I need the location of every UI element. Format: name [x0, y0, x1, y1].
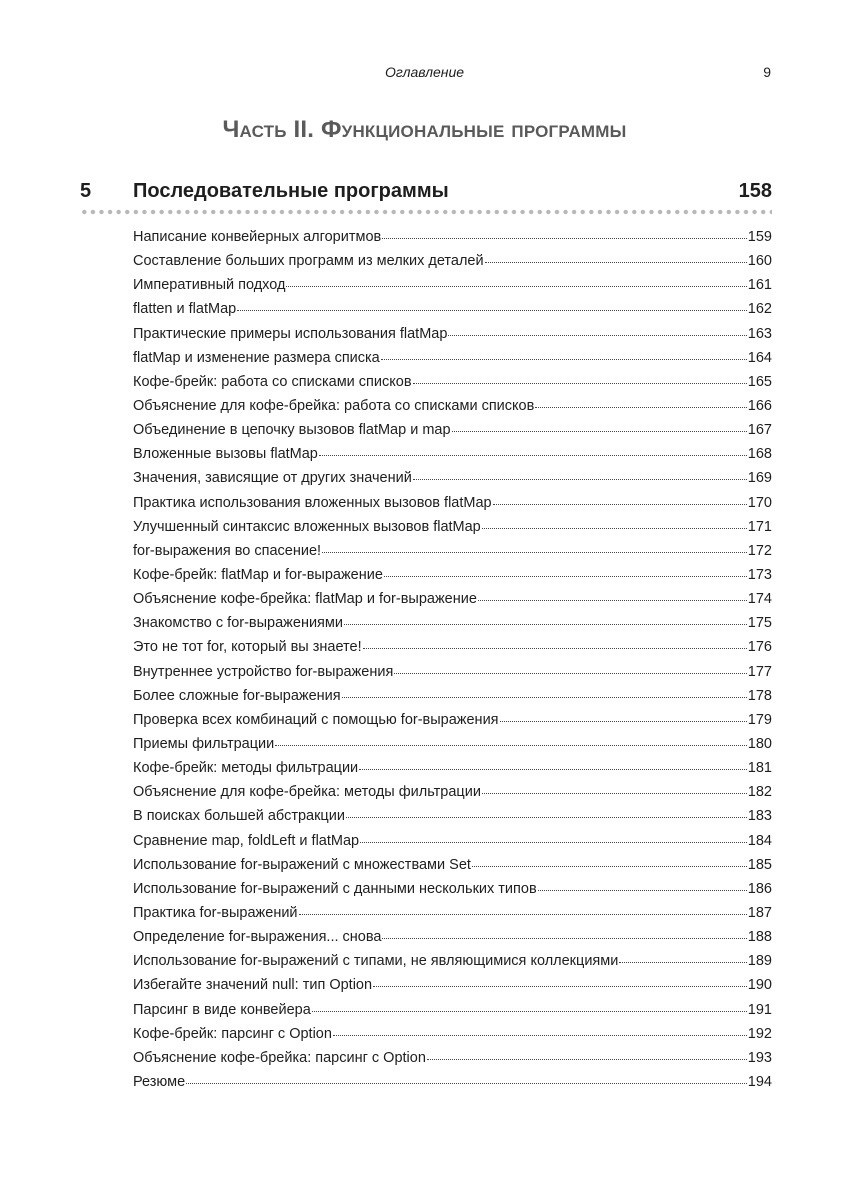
- toc-dot-leader: [427, 1058, 747, 1060]
- toc-list: [133, 225, 772, 1094]
- toc-entry-title: Практика for-выражений: [133, 904, 298, 921]
- toc-dot-leader: [346, 816, 747, 818]
- toc-entry-page: 171: [747, 518, 772, 535]
- toc-entry: [133, 225, 772, 249]
- toc-entry-title: Это не тот for, который вы знаете!: [133, 639, 362, 656]
- toc-entry-page: 190: [747, 977, 772, 994]
- toc-dot-leader: [359, 768, 747, 770]
- toc-entry-page: 183: [747, 808, 772, 825]
- toc-entry-title: Резюме: [133, 1073, 186, 1090]
- toc-entry: [133, 394, 772, 418]
- toc-entry-title: flatMap и изменение размера списка: [133, 349, 380, 366]
- toc-entry: [133, 539, 772, 563]
- running-title: Оглавление: [384, 64, 465, 80]
- toc-entry: [133, 829, 772, 853]
- toc-entry-page: 172: [747, 542, 772, 559]
- toc-entry: [133, 442, 772, 466]
- toc-entry-page: 164: [747, 349, 772, 366]
- toc-entry-title: Значения, зависящие от других значений: [133, 470, 412, 487]
- toc-entry: [133, 611, 772, 635]
- toc-entry-title: В поисках большей абстракции: [133, 808, 345, 825]
- toc-dot-leader: [448, 334, 746, 336]
- toc-entry-title: Избегайте значений null: тип Option: [133, 977, 373, 994]
- page-number: 9: [763, 64, 771, 80]
- toc-entry-title: flatten и flatMap: [133, 301, 237, 318]
- toc-entry-title: for-выражения во спасение!: [133, 542, 322, 559]
- toc-entry: [133, 732, 772, 756]
- toc-entry-title: Сравнение map, foldLeft и flatMap: [133, 832, 360, 849]
- toc-entry: [133, 297, 772, 321]
- toc-entry-page: 173: [747, 566, 772, 583]
- toc-dot-leader: [384, 575, 747, 577]
- toc-entry-page: 184: [747, 832, 772, 849]
- toc-entry: [133, 515, 772, 539]
- toc-entry-title: Парсинг в виде конвейера: [133, 1001, 311, 1018]
- toc-entry-title: Определение for-выражения... снова: [133, 929, 382, 946]
- toc-dot-leader: [413, 478, 747, 480]
- toc-entry-title: Практика использования вложенных вызовов flatMap: [133, 494, 492, 511]
- toc-entry: [133, 587, 772, 611]
- toc-entry: [133, 925, 772, 949]
- toc-entry-page: 189: [747, 953, 772, 970]
- toc-entry-page: 192: [747, 1025, 772, 1042]
- toc-entry: [133, 249, 772, 273]
- toc-entry-page: 167: [747, 422, 772, 439]
- toc-entry-title: Объяснение кофе-брейка: flatMap и for-выражение: [133, 591, 477, 608]
- toc-entry-page: 178: [747, 687, 772, 704]
- toc-dot-leader: [286, 285, 746, 287]
- toc-entry-page: 174: [747, 591, 772, 608]
- toc-entry-page: 159: [747, 229, 772, 245]
- toc-entry-page: 166: [747, 397, 772, 414]
- toc-entry-page: 185: [747, 856, 772, 873]
- toc-dot-leader: [186, 1082, 747, 1084]
- toc-dot-leader: [360, 841, 747, 843]
- toc-entry-title: Кофе-брейк: работа со списками списков: [133, 373, 412, 390]
- toc-entry-page: 163: [747, 325, 772, 342]
- chapter-title: Последовательные программы: [133, 180, 449, 202]
- toc-entry: [133, 660, 772, 684]
- toc-dot-leader: [381, 358, 747, 360]
- toc-entry-title: Внутреннее устройство for-выражения: [133, 663, 394, 680]
- toc-entry-title: Кофе-брейк: flatMap и for-выражение: [133, 566, 383, 583]
- toc-dot-leader: [382, 937, 746, 939]
- toc-entry: [133, 708, 772, 732]
- toc-entry: [133, 635, 772, 659]
- toc-entry-page: 176: [747, 639, 772, 656]
- toc-entry-title: Императивный подход: [133, 277, 286, 294]
- toc-entry-title: Составление больших программ из мелких деталей: [133, 253, 484, 270]
- toc-dot-leader: [373, 985, 747, 987]
- toc-dot-leader: [500, 720, 747, 722]
- toc-entry: [133, 877, 772, 901]
- toc-dot-leader: [237, 309, 747, 311]
- toc-entry-title: Улучшенный синтаксис вложенных вызовов flatMap: [133, 518, 481, 535]
- toc-entry-page: 177: [747, 663, 772, 680]
- toc-dot-leader: [382, 237, 747, 239]
- toc-dot-leader: [319, 454, 747, 456]
- toc-dot-leader: [275, 744, 747, 746]
- toc-entry-page: 191: [747, 1001, 772, 1018]
- toc-entry: [133, 780, 772, 804]
- toc-entry-page: 181: [747, 760, 772, 777]
- chapter-dotted-rule: [80, 209, 772, 215]
- toc-dot-leader: [322, 551, 747, 553]
- toc-entry-page: 186: [747, 880, 772, 897]
- toc-entry: [133, 949, 772, 973]
- toc-entry-page: 162: [747, 301, 772, 318]
- toc-entry-page: 194: [747, 1073, 772, 1090]
- toc-entry: [133, 756, 772, 780]
- toc-entry-title: Кофе-брейк: парсинг с Option: [133, 1025, 332, 1042]
- toc-entry: [133, 1022, 772, 1046]
- toc-entry-title: Объяснение для кофе-брейка: работа со списками списков: [133, 397, 535, 414]
- toc-entry-page: 170: [747, 494, 772, 511]
- running-header: [0, 62, 849, 82]
- toc-entry-page: 160: [747, 253, 772, 270]
- toc-dot-leader: [363, 647, 747, 649]
- toc-entry: [133, 853, 772, 877]
- toc-entry-title: Написание конвейерных алгоритмов: [133, 229, 382, 245]
- toc-entry: [133, 491, 772, 515]
- toc-entry-title: Объединение в цепочку вызовов flatMap и map: [133, 422, 451, 439]
- toc-dot-leader: [344, 623, 747, 625]
- chapter-page-number: 158: [738, 180, 772, 202]
- toc-entry: [133, 804, 772, 828]
- toc-entry: [133, 1070, 772, 1094]
- toc-dot-leader: [619, 961, 746, 963]
- toc-entry: [133, 973, 772, 997]
- toc-dot-leader: [333, 1034, 747, 1036]
- toc-entry-title: Использование for-выражений с типами, не являющимися коллекциями: [133, 953, 619, 970]
- toc-entry: [133, 563, 772, 587]
- toc-dot-leader: [299, 913, 747, 915]
- toc-dot-leader: [478, 599, 747, 601]
- toc-entry-page: 187: [747, 904, 772, 921]
- toc-entry-page: 161: [747, 277, 772, 294]
- toc-entry: [133, 466, 772, 490]
- toc-dot-leader: [452, 430, 747, 432]
- toc-entry-title: Проверка всех комбинаций с помощью for-выражения: [133, 711, 499, 728]
- toc-entry: [133, 998, 772, 1022]
- toc-dot-leader: [485, 261, 747, 263]
- toc-entry-page: 182: [747, 784, 772, 801]
- chapter-number: 5: [80, 180, 92, 202]
- toc-entry: [133, 346, 772, 370]
- toc-entry-title: Объяснение кофе-брейка: парсинг с Option: [133, 1049, 426, 1066]
- toc-dot-leader: [535, 406, 746, 408]
- toc-dot-leader: [342, 696, 747, 698]
- toc-dot-leader: [312, 1010, 747, 1012]
- toc-dot-leader: [472, 865, 747, 867]
- toc-entry-title: Практические примеры использования flatMap: [133, 325, 448, 342]
- toc-entry-page: 165: [747, 373, 772, 390]
- toc-entry: [133, 901, 772, 925]
- toc-entry: [133, 418, 772, 442]
- toc-dot-leader: [413, 382, 747, 384]
- toc-entry: [133, 370, 772, 394]
- toc-entry-title: Вложенные вызовы flatMap: [133, 446, 318, 463]
- toc-entry-page: 193: [747, 1049, 772, 1066]
- toc-entry-title: Знакомство с for-выражениями: [133, 615, 343, 632]
- toc-entry-title: Кофе-брейк: методы фильтрации: [133, 760, 359, 777]
- toc-entry-title: Более сложные for-выражения: [133, 687, 341, 704]
- toc-entry-page: 175: [747, 615, 772, 632]
- toc-dot-leader: [482, 527, 747, 529]
- chapter-heading: [80, 176, 772, 206]
- toc-dot-leader: [482, 792, 747, 794]
- toc-entry-title: Приемы фильтрации: [133, 735, 275, 752]
- toc-entry-page: 188: [747, 929, 772, 946]
- toc-entry-page: 168: [747, 446, 772, 463]
- toc-entry: [133, 1046, 772, 1070]
- toc-entry: [133, 684, 772, 708]
- toc-entry-title: Использование for-выражений с множествами Set: [133, 856, 471, 873]
- toc-dot-leader: [493, 503, 747, 505]
- toc-entry: [133, 322, 772, 346]
- toc-dot-leader: [538, 889, 747, 891]
- toc-entry-page: 180: [747, 735, 772, 752]
- part-title: Часть II. Функциональные программы: [222, 116, 627, 143]
- toc-entry-page: 169: [747, 470, 772, 487]
- toc-dot-leader: [394, 672, 746, 674]
- toc-entry: [133, 273, 772, 297]
- toc-entry-title: Использование for-выражений с данными нескольких типов: [133, 880, 537, 897]
- toc-entry-title: Объяснение для кофе-брейка: методы фильтрации: [133, 784, 481, 801]
- toc-entry-page: 179: [747, 711, 772, 728]
